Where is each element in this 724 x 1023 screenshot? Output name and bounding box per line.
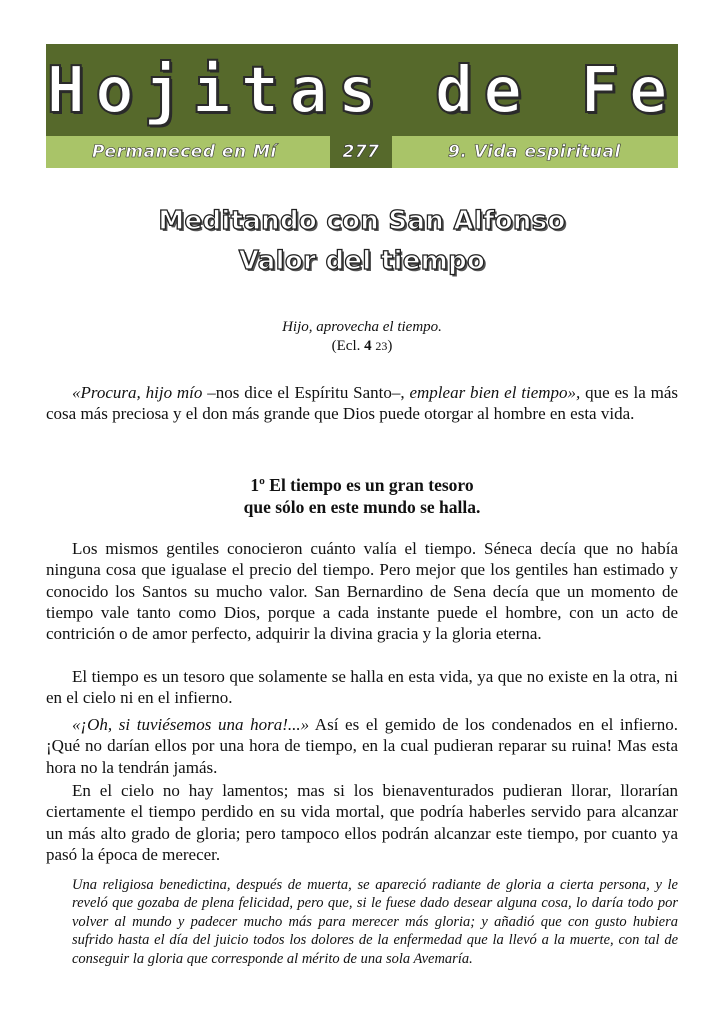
intro-quote1: «Procura, hijo mío [72,383,203,402]
intro-rest: que es la más cosa más preciosa y el don más grande que Dios puede otorgar al hombre en esta vida. [46,383,679,424]
body-paragraph-4: En el cielo no hay lamentos; mas si los bienaventurados pudieran llorar, llorarían ciertamente el tiempo perdido en su vida mortal, que podría haberles servido para alcanzar un más alto grado de gloria; pero tampoco ellos podrán alcanzar este tiempo, por cuanto ya pasó la época de merecer. [46,781,678,864]
series-left-label: Permaneced en Mí [92,142,277,162]
page-title-line1: Meditando con San Alfonso [158,206,566,236]
epigraph-reference [46,337,678,356]
section-heading-line1: 1º El tiempo es un gran tesoro [250,475,474,495]
anecdote-paragraph: Una religiosa benedictina, después de muerta, se apareció radiante de gloria a cierta persona, y le reveló que gozaba de plena felicidad, pero que, si le fuese dado desear alguna cosa, lo daría todo por volver al mundo y padecer mucho más para merecer más gloria; y añadió que con gusto hubiera sufrido hasta el día del juicio todos los dolores de la enfermedad que la llevó a la muerte, con tal de conseguir la gloria que corresponde al mérito de una sola Avemaría. [72,877,678,967]
body-paragraph-1: Los mismos gentiles conocieron cuánto valía el tiempo. Séneca decía que no había ninguna cosa que igualase el precio del tiempo. Pero mejor que los gentiles han estimado y conocido los Santos su mucho valor. San Bernardino de Sena decía que un momento de tiempo vale tanto como Dios, porque a cada instante puede el hombre, con un acto de contrición o de amor perfecto, adquirir la divina gracia y la gloria eterna. [46,539,678,644]
masthead-banner [46,44,678,168]
section-heading-line2: que sólo en este mundo se halla. [243,497,481,517]
issue-number: 277 [330,136,392,168]
intro-paragraph [46,382,678,425]
page-title-line2: Valor del tiempo [238,246,486,276]
body-paragraph-3 [46,714,678,778]
epigraph-ref-chapter: 4 [364,338,372,354]
series-right-label: 9. Vida espiritual [448,142,621,162]
intro-middle: –nos dice el Espíritu Santo–, [202,383,410,402]
masthead-title: Hojitas de Fe [46,54,678,128]
epigraph-ref-close: ) [387,338,393,354]
body-paragraph-2: El tiempo es un tesoro que solamente se halla en esta vida, ya que no existe en la otra, ni en el cielo ni en el infierno. [46,667,678,708]
epigraph-ref-verse: 23 [375,339,388,353]
epigraph-ref-open: (Ecl. [331,338,365,354]
intro-quote2: emplear bien el tiempo», [409,383,581,402]
series-bar [46,136,678,168]
epigraph-quote: Hijo, aprovecha el tiempo. [282,319,442,335]
body-paragraph-3-rest: Así es el gemido de los condenados en el infierno. ¡Qué no darían ellos por una hora de tiempo, en la cual pudieran reparar su ruina! Mas esta hora no la tendrán jamás. [46,715,678,777]
body-paragraph-3-quote: «¡Oh, si tuviésemos una hora!...» [72,715,310,734]
